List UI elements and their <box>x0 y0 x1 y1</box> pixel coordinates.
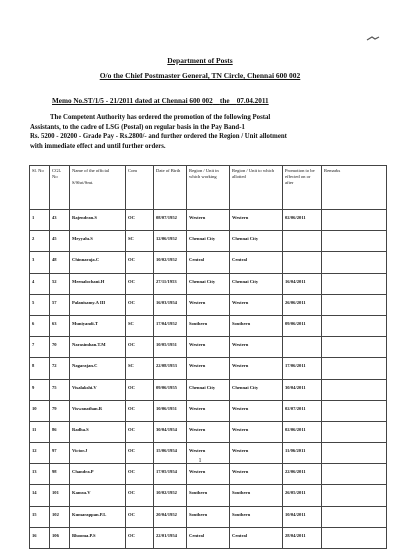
table-cell: 30/04/2011 <box>283 379 322 400</box>
table-header-row <box>30 166 387 210</box>
table-cell: OC <box>126 294 154 315</box>
table-row <box>30 231 387 252</box>
page-number: 1 <box>198 458 202 464</box>
table-cell: Southern <box>230 315 283 336</box>
memo-line <box>52 97 269 105</box>
table-cell: 101 <box>50 485 70 506</box>
table-row <box>30 464 387 485</box>
table-cell: 52 <box>50 273 70 294</box>
table-cell: 3 <box>30 252 50 273</box>
table-cell: Western <box>230 464 283 485</box>
paragraph-line: The Competent Authority has ordered the promotion of the following Postal <box>50 114 271 121</box>
table-cell: Western <box>230 443 283 464</box>
table-cell: 72 <box>50 358 70 379</box>
table-cell: Western <box>187 464 230 485</box>
table-cell: 75 <box>50 379 70 400</box>
table-cell: 15/06/1954 <box>154 443 187 464</box>
table-cell: SC <box>126 358 154 379</box>
table-cell <box>283 252 322 273</box>
table-cell: 6 <box>30 315 50 336</box>
table-row <box>30 273 387 294</box>
table-cell: OC <box>126 379 154 400</box>
table-cell <box>322 379 387 400</box>
table-row <box>30 379 387 400</box>
table-cell: Kumarappan.P.L <box>70 506 126 527</box>
table-cell: Central <box>230 252 283 273</box>
table-cell: 106 <box>50 527 70 548</box>
table-cell: Western <box>230 421 283 442</box>
table-cell: OC <box>126 273 154 294</box>
table-cell: 30/04/1954 <box>154 421 187 442</box>
table-cell: 22/06/2011 <box>283 464 322 485</box>
table-row <box>30 400 387 421</box>
table-cell <box>322 252 387 273</box>
india-post-logo-icon <box>366 36 380 42</box>
table-cell: Western <box>187 400 230 421</box>
paragraph-line: Rs. 5200 - 20200 - Grade Pay - Rs.2800/- and further ordered the Region / Unit allotment <box>30 133 287 141</box>
table-cell: Visalakshi.V <box>70 379 126 400</box>
table-cell: OC <box>126 443 154 464</box>
table-cell: OC <box>126 421 154 442</box>
table-cell: 102 <box>50 506 70 527</box>
table-cell: Meenalochani.H <box>70 273 126 294</box>
table-cell: Chennai City <box>230 379 283 400</box>
table-cell: 15 <box>30 506 50 527</box>
table-cell: 17/04/1952 <box>154 315 187 336</box>
table-cell: 02/06/2011 <box>283 210 322 231</box>
table-cell: 5 <box>30 294 50 315</box>
table-body <box>30 210 387 549</box>
table-cell: OC <box>126 400 154 421</box>
column-header: Com <box>126 166 154 210</box>
table-cell: 2 <box>30 231 50 252</box>
table-cell: Western <box>230 294 283 315</box>
table-cell: Viswanathan.R <box>70 400 126 421</box>
table-cell: Muniyandi.T <box>70 315 126 336</box>
table-cell: 45 <box>50 231 70 252</box>
table-cell: Central <box>230 527 283 548</box>
table-cell: 11/06/2011 <box>283 443 322 464</box>
table-cell: 70 <box>50 337 70 358</box>
table-cell: 20/04/1952 <box>154 506 187 527</box>
table-cell: SC <box>126 231 154 252</box>
table-cell <box>322 464 387 485</box>
table-row <box>30 358 387 379</box>
table-cell: 43 <box>50 210 70 231</box>
table-cell: Chandra.P <box>70 464 126 485</box>
table-cell: OC <box>126 252 154 273</box>
table-row <box>30 252 387 273</box>
table-cell: 10/02/1952 <box>154 485 187 506</box>
table-cell: 8 <box>30 358 50 379</box>
table-cell <box>322 273 387 294</box>
table-cell: Chennai City <box>187 273 230 294</box>
order-paragraph <box>30 113 380 151</box>
column-header: Name of the official S/Shri/Smt. <box>70 166 126 210</box>
table-cell <box>322 506 387 527</box>
table-cell: Western <box>187 421 230 442</box>
table-cell: 86 <box>50 421 70 442</box>
table-cell: Chennai City <box>187 379 230 400</box>
table-cell: Southern <box>187 485 230 506</box>
table-cell: 12 <box>30 443 50 464</box>
table-cell: Western <box>230 358 283 379</box>
table-cell: Western <box>187 294 230 315</box>
table-cell: Western <box>187 210 230 231</box>
table-cell: Western <box>187 358 230 379</box>
table-cell: 10/04/2011 <box>283 506 322 527</box>
table-cell: 22/01/1954 <box>154 527 187 548</box>
table-cell <box>322 231 387 252</box>
table-cell: OC <box>126 337 154 358</box>
table-cell: 57 <box>50 294 70 315</box>
memo-date: 07.04.2011 <box>236 97 269 105</box>
table-cell: 97 <box>50 443 70 464</box>
table-cell: 26/06/2011 <box>283 294 322 315</box>
table-cell <box>322 315 387 336</box>
table-cell: OC <box>126 485 154 506</box>
paragraph-line: Assistants, to the cadre of LSG (Postal) on regular basis in the Pay Band-1 <box>30 123 245 131</box>
table-cell: 10/06/1951 <box>154 400 187 421</box>
table-cell: Meyyalu.S <box>70 231 126 252</box>
table-cell <box>322 400 387 421</box>
table-row <box>30 485 387 506</box>
column-header: Region / Unit to which allotted <box>230 166 283 210</box>
table-row <box>30 506 387 527</box>
table-cell: 11 <box>30 421 50 442</box>
table-cell: SC <box>126 315 154 336</box>
table-cell: Bhooma.P.S <box>70 527 126 548</box>
table-cell: 79 <box>50 400 70 421</box>
paragraph-line: with immediate effect and until further orders. <box>30 142 166 150</box>
table-cell: OC <box>126 210 154 231</box>
table-cell: Kamsu.V <box>70 485 126 506</box>
table-cell: 16/04/2011 <box>283 273 322 294</box>
table-cell: 28/04/2011 <box>283 527 322 548</box>
table-cell: 09/06/1955 <box>154 379 187 400</box>
table-cell <box>283 337 322 358</box>
table-cell: 9 <box>30 379 50 400</box>
table-cell: 10/05/1951 <box>154 337 187 358</box>
table-cell <box>322 294 387 315</box>
table-cell: Narasimhan.T.M <box>70 337 126 358</box>
table-cell: 7 <box>30 337 50 358</box>
table-cell <box>322 485 387 506</box>
table-cell: Southern <box>230 485 283 506</box>
table-cell: 10 <box>30 400 50 421</box>
column-header: Region / Unit in which working <box>187 166 230 210</box>
table-cell: 16/03/1954 <box>154 294 187 315</box>
table-cell: Nagarajan.C <box>70 358 126 379</box>
table-row <box>30 421 387 442</box>
column-header: Promotion to be effected on or after <box>283 166 322 210</box>
table-cell: Western <box>230 210 283 231</box>
memo-the: the <box>219 97 230 105</box>
table-cell: Chinnaraja.C <box>70 252 126 273</box>
table-cell: OC <box>126 464 154 485</box>
table-cell: 98 <box>50 464 70 485</box>
table-cell: 12/06/1952 <box>154 231 187 252</box>
column-header: CGL No <box>50 166 70 210</box>
table-cell <box>322 527 387 548</box>
table-cell <box>322 210 387 231</box>
table-cell: Western <box>187 443 230 464</box>
table-cell: 4 <box>30 273 50 294</box>
table-cell: Chennai City <box>230 273 283 294</box>
table-cell: 48 <box>50 252 70 273</box>
table-cell: Central <box>187 527 230 548</box>
table-cell: 16 <box>30 527 50 548</box>
table-cell: Southern <box>187 315 230 336</box>
table-cell: 63 <box>50 315 70 336</box>
table-row <box>30 337 387 358</box>
table-row <box>30 210 387 231</box>
department-title: Department of Posts <box>167 56 233 65</box>
table-cell: Central <box>187 252 230 273</box>
table-cell: 02/07/2011 <box>283 400 322 421</box>
table-cell: OC <box>126 506 154 527</box>
table-cell: Western <box>230 400 283 421</box>
table-cell: 27/11/1953 <box>154 273 187 294</box>
promotion-table <box>29 165 387 549</box>
table-cell: Southern <box>230 506 283 527</box>
table-cell: Chennai City <box>230 231 283 252</box>
table-cell: 13 <box>30 464 50 485</box>
table-cell: Radha.S <box>70 421 126 442</box>
table-cell: 09/06/2011 <box>283 315 322 336</box>
table-cell: OC <box>126 527 154 548</box>
table-cell: 08/07/1952 <box>154 210 187 231</box>
table-cell: 14 <box>30 485 50 506</box>
table-row <box>30 294 387 315</box>
table-cell: 17/05/1954 <box>154 464 187 485</box>
table-cell: 10/02/1952 <box>154 252 187 273</box>
table-cell: 26/05/2011 <box>283 485 322 506</box>
table-cell: Palanisamy.A III <box>70 294 126 315</box>
table-cell <box>322 337 387 358</box>
table-row <box>30 527 387 548</box>
table-cell: Victor.J <box>70 443 126 464</box>
column-header: Date of Birth <box>154 166 187 210</box>
table-cell: Rajendran.S <box>70 210 126 231</box>
table-cell: Southern <box>187 506 230 527</box>
table-cell: Western <box>187 337 230 358</box>
table-cell: Chennai City <box>187 231 230 252</box>
table-row <box>30 315 387 336</box>
table-cell: 02/06/2011 <box>283 421 322 442</box>
table-cell <box>283 231 322 252</box>
table-cell: Western <box>230 337 283 358</box>
table-cell: 17/06/2011 <box>283 358 322 379</box>
table-cell: 22/08/1953 <box>154 358 187 379</box>
column-header: Sl. No <box>30 166 50 210</box>
table-cell: 1 <box>30 210 50 231</box>
table-cell <box>322 421 387 442</box>
memo-number: Memo No.ST/1/5 - 21/2011 dated at Chennai 600 002 <box>52 97 213 105</box>
table-cell <box>322 358 387 379</box>
office-title: O/o the Chief Postmaster General, TN Circle, Chennai 600 002 <box>99 71 301 80</box>
column-header: Remarks <box>322 166 387 210</box>
